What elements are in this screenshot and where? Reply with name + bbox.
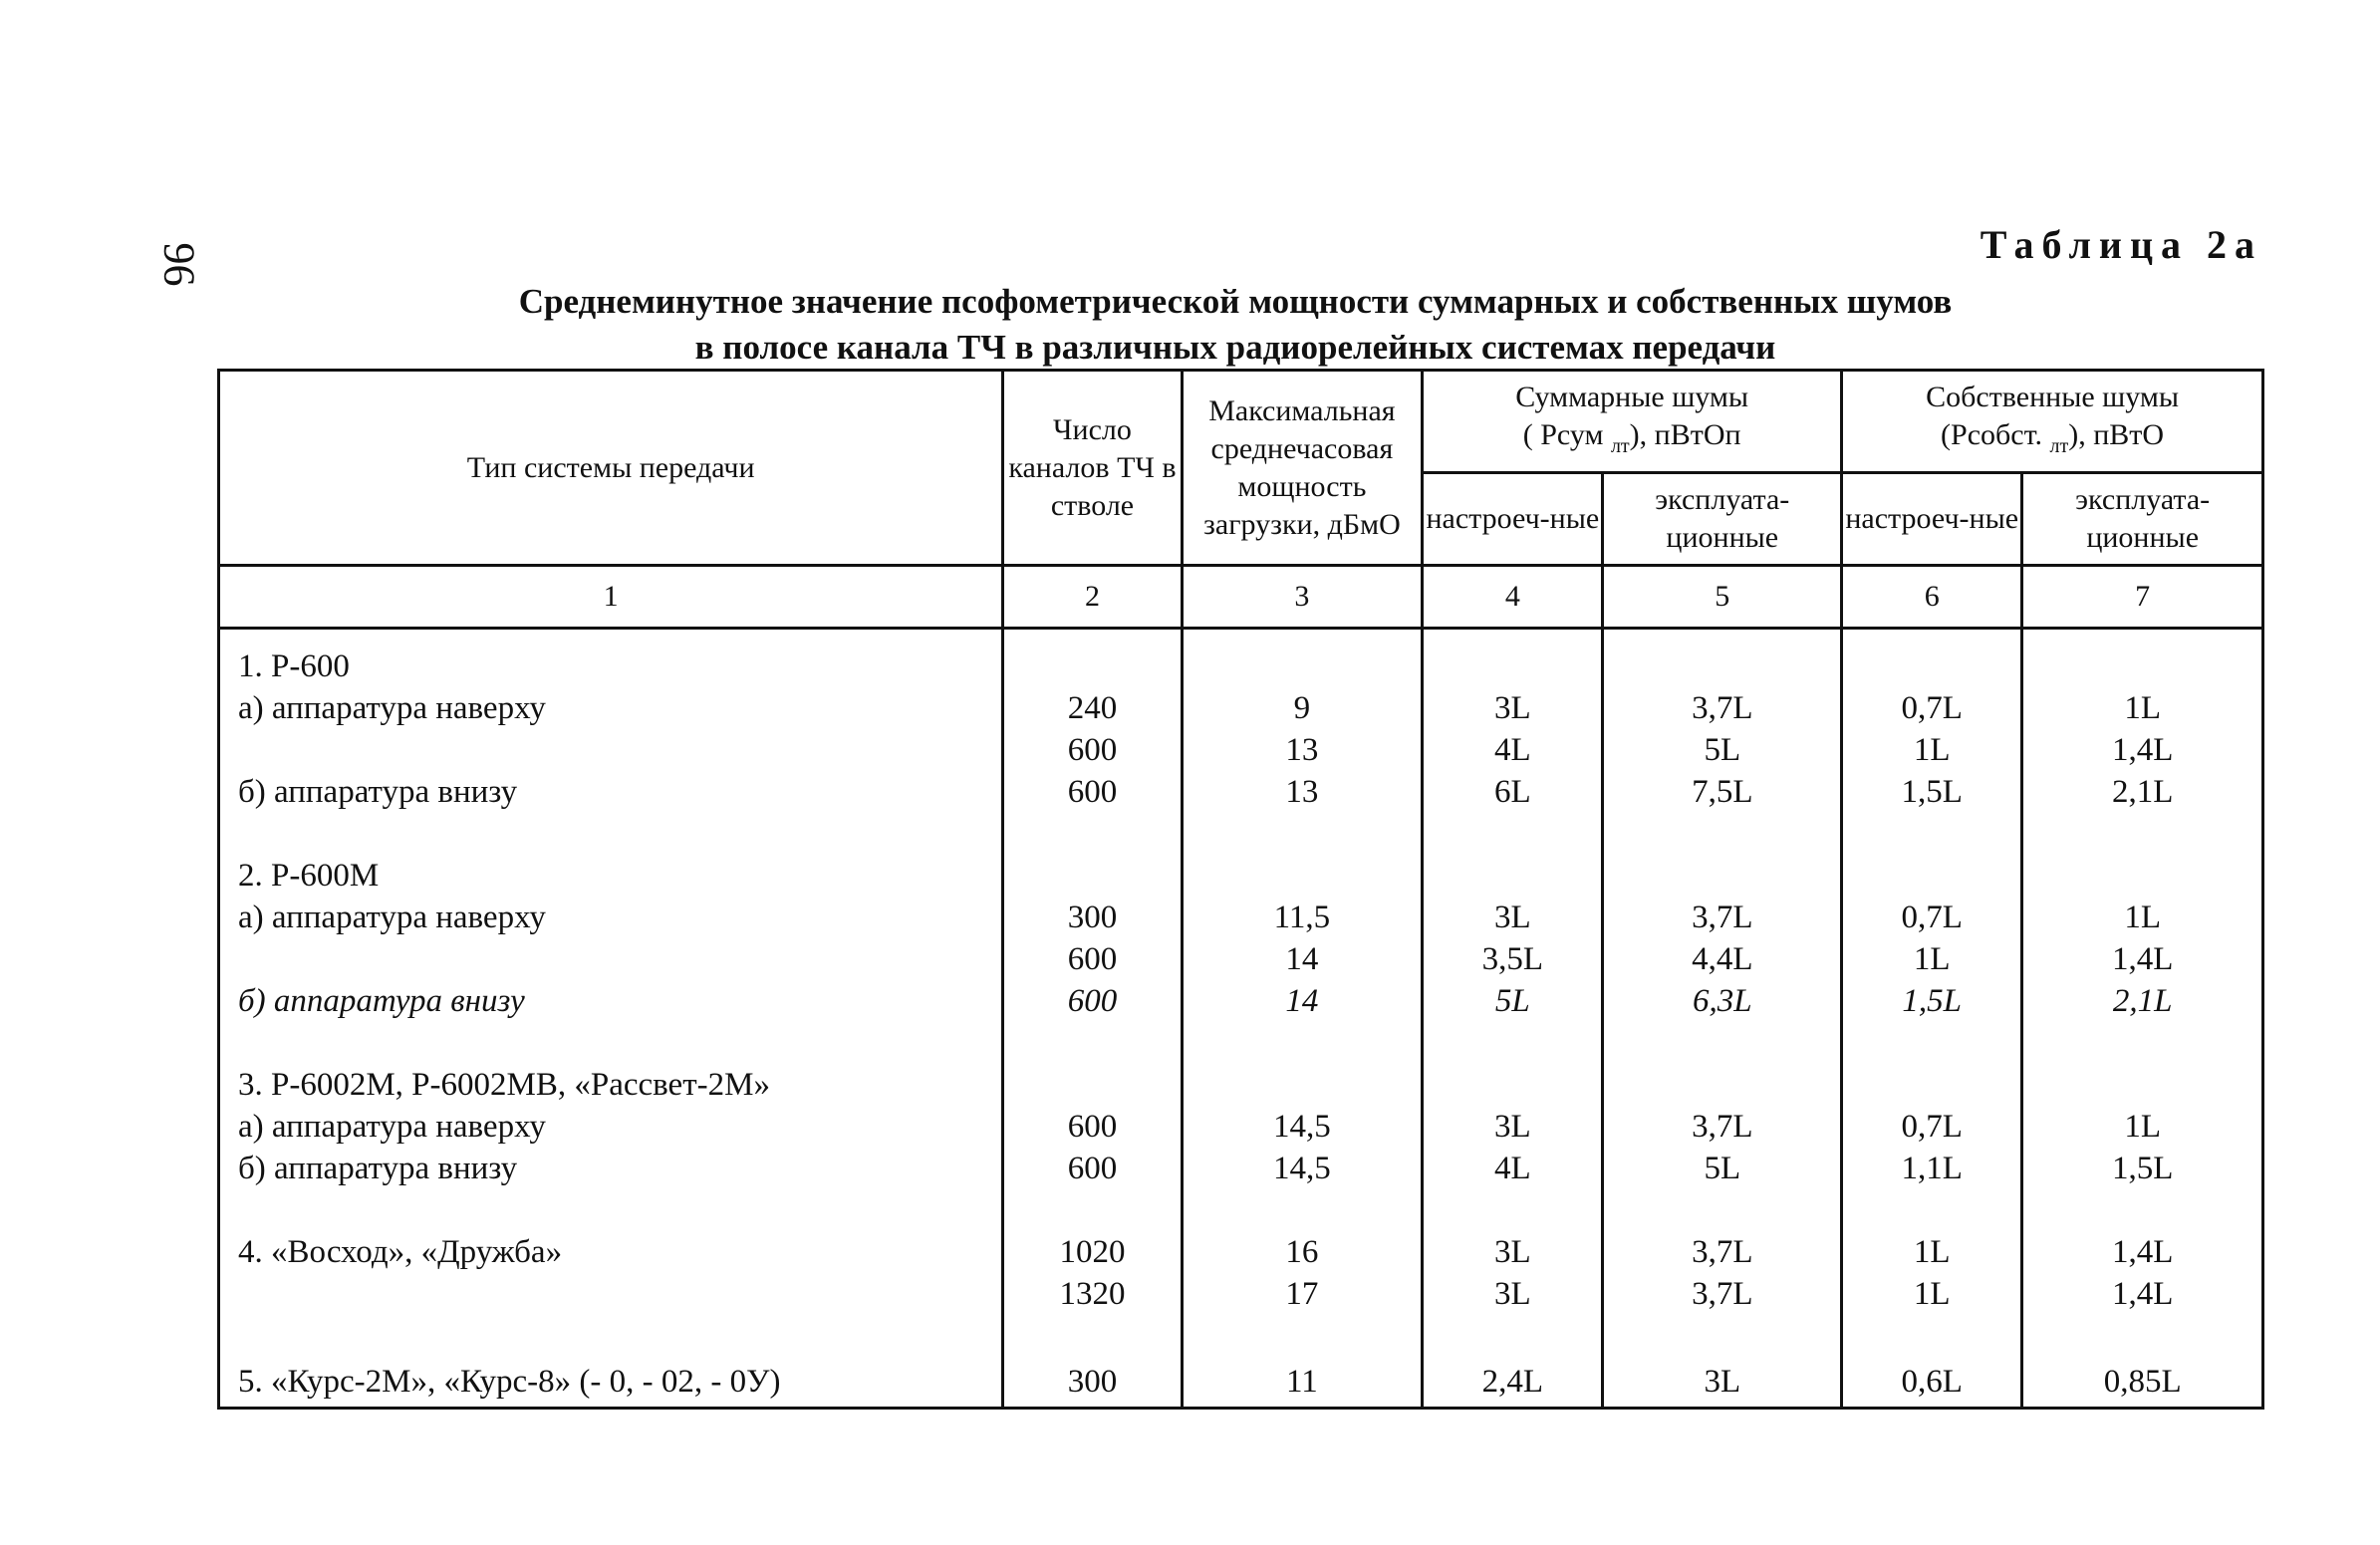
row-label: а) аппаратура наверху — [219, 897, 1003, 938]
header-type: Тип системы передачи — [219, 371, 1003, 566]
table-label: Таблица 2а — [1980, 222, 2262, 267]
cell-value: 300 — [1003, 1357, 1182, 1409]
cell-value: 1L — [2022, 1106, 2263, 1148]
table-title — [299, 279, 2172, 371]
header-sum-noise-unit: ( Рсум $_{лт}$), пВтОп — [1522, 417, 1741, 457]
cell-value: 3,7L — [1603, 687, 1842, 729]
cell-value: 0,7L — [1842, 687, 2022, 729]
table-row — [219, 729, 2263, 771]
cell-value — [1603, 629, 1842, 688]
cell-value: 2,1L — [2022, 771, 2263, 813]
cell-value — [1003, 629, 1182, 688]
cell-value: 1L — [1842, 729, 2022, 771]
cell-value — [2022, 1189, 2263, 1231]
row-label: а) аппаратура наверху — [219, 687, 1003, 729]
table-row — [219, 1022, 2263, 1064]
header-operation-b: эксплуата-ционные — [2022, 473, 2263, 566]
cell-value — [1842, 1064, 2022, 1106]
cell-value — [1003, 1064, 1182, 1106]
cell-value: 14 — [1182, 938, 1423, 980]
cell-value: 0,7L — [1842, 897, 2022, 938]
cell-value: 3L — [1423, 1106, 1603, 1148]
column-number: 5 — [1603, 566, 1842, 629]
column-number: 2 — [1003, 566, 1182, 629]
row-label — [219, 1315, 1003, 1357]
cell-value: 1,5L — [2022, 1148, 2263, 1189]
cell-value — [1842, 813, 2022, 855]
table-row — [219, 897, 2263, 938]
cell-value — [1003, 1189, 1182, 1231]
table-body — [219, 629, 2263, 1409]
table-row — [219, 813, 2263, 855]
row-label: б) аппаратура внизу — [219, 771, 1003, 813]
table-row — [219, 1231, 2263, 1273]
cell-value: 1,1L — [1842, 1148, 2022, 1189]
column-number: 1 — [219, 566, 1003, 629]
cell-value — [1182, 813, 1423, 855]
cell-value: 3,7L — [1603, 1231, 1842, 1273]
cell-value — [1603, 1315, 1842, 1357]
cell-value: 4L — [1423, 1148, 1603, 1189]
header-power: Максимальная среднечасовая мощность загрузки, дБмО — [1182, 371, 1423, 566]
cell-value — [2022, 629, 2263, 688]
row-label — [219, 1189, 1003, 1231]
cell-value: 2,4L — [1423, 1357, 1603, 1409]
cell-value: 1,5L — [1842, 771, 2022, 813]
cell-value: 14,5 — [1182, 1148, 1423, 1189]
cell-value — [2022, 1022, 2263, 1064]
cell-value: 0,6L — [1842, 1357, 2022, 1409]
row-label: б) аппаратура внизу — [219, 980, 1003, 1022]
noise-table — [217, 369, 2264, 1410]
cell-value: 3,7L — [1603, 897, 1842, 938]
cell-value — [2022, 1315, 2263, 1357]
cell-value: 600 — [1003, 1148, 1182, 1189]
cell-value — [1003, 1315, 1182, 1357]
cell-value: 3,5L — [1423, 938, 1603, 980]
cell-value — [1423, 1189, 1603, 1231]
cell-value — [2022, 813, 2263, 855]
cell-value — [1003, 813, 1182, 855]
cell-value — [1603, 1189, 1842, 1231]
cell-value — [1003, 1022, 1182, 1064]
cell-value: 3L — [1603, 1357, 1842, 1409]
cell-value — [1842, 1022, 2022, 1064]
header-channels: Число каналов ТЧ в стволе — [1003, 371, 1182, 566]
cell-value — [2022, 1064, 2263, 1106]
cell-value: 5L — [1603, 729, 1842, 771]
table-row — [219, 1357, 2263, 1409]
row-label: б) аппаратура внизу — [219, 1148, 1003, 1189]
cell-value: 600 — [1003, 771, 1182, 813]
cell-value: 3L — [1423, 1273, 1603, 1315]
title-line-1: Среднеминутное значение псофометрической мощности суммарных и собственных шумов — [518, 282, 1953, 321]
cell-value: 1,4L — [2022, 1231, 2263, 1273]
cell-value: 9 — [1182, 687, 1423, 729]
cell-value: 1,4L — [2022, 938, 2263, 980]
header-tuning-a: настроеч-ные — [1423, 473, 1603, 566]
cell-value — [1423, 855, 1603, 897]
cell-value: 5L — [1423, 980, 1603, 1022]
header-own-noise-title: Собственные шумы — [1926, 380, 2180, 413]
column-number: 6 — [1842, 566, 2022, 629]
cell-value: 1L — [2022, 897, 2263, 938]
cell-value: 7,5L — [1603, 771, 1842, 813]
row-label — [219, 938, 1003, 980]
row-label — [219, 813, 1003, 855]
cell-value — [2022, 855, 2263, 897]
cell-value: 6,3L — [1603, 980, 1842, 1022]
table-row — [219, 1148, 2263, 1189]
cell-value: 3,7L — [1603, 1273, 1842, 1315]
cell-value — [1182, 1064, 1423, 1106]
cell-value — [1182, 855, 1423, 897]
cell-value — [1603, 1064, 1842, 1106]
cell-value: 600 — [1003, 729, 1182, 771]
cell-value: 600 — [1003, 938, 1182, 980]
cell-value: 13 — [1182, 771, 1423, 813]
cell-value — [1842, 1189, 2022, 1231]
header-operation-a: эксплуата-ционные — [1603, 473, 1842, 566]
row-label — [219, 1273, 1003, 1315]
row-label: 2. Р-600М — [219, 855, 1003, 897]
header-own-noise-unit: (Рсобст. $_{лт}$), пВтО — [1941, 417, 2165, 457]
column-number: 7 — [2022, 566, 2263, 629]
cell-value — [1423, 813, 1603, 855]
table-row — [219, 771, 2263, 813]
table-row — [219, 938, 2263, 980]
cell-value — [1603, 855, 1842, 897]
cell-value: 240 — [1003, 687, 1182, 729]
cell-value — [1842, 855, 2022, 897]
cell-value: 11 — [1182, 1357, 1423, 1409]
cell-value — [1182, 629, 1423, 688]
cell-value: 1020 — [1003, 1231, 1182, 1273]
cell-value: 2,1L — [2022, 980, 2263, 1022]
column-number: 3 — [1182, 566, 1423, 629]
row-label: а) аппаратура наверху — [219, 1106, 1003, 1148]
cell-value: 1,4L — [2022, 1273, 2263, 1315]
cell-value: 5L — [1603, 1148, 1842, 1189]
cell-value: 600 — [1003, 980, 1182, 1022]
cell-value: 14 — [1182, 980, 1423, 1022]
cell-value: 1320 — [1003, 1273, 1182, 1315]
row-label — [219, 1022, 1003, 1064]
cell-value — [1842, 1315, 2022, 1357]
cell-value: 11,5 — [1182, 897, 1423, 938]
cell-value — [1423, 1315, 1603, 1357]
cell-value: 1,4L — [2022, 729, 2263, 771]
cell-value: 300 — [1003, 897, 1182, 938]
cell-value — [1603, 813, 1842, 855]
header-tuning-b: настроеч-ные — [1842, 473, 2022, 566]
cell-value: 17 — [1182, 1273, 1423, 1315]
cell-value: 16 — [1182, 1231, 1423, 1273]
cell-value — [1423, 629, 1603, 688]
row-label: 1. Р-600 — [219, 629, 1003, 688]
row-label: 3. Р-6002М, Р-6002МВ, «Рассвет-2М» — [219, 1064, 1003, 1106]
cell-value — [1842, 629, 2022, 688]
table-row — [219, 687, 2263, 729]
cell-value: 4L — [1423, 729, 1603, 771]
cell-value: 6L — [1423, 771, 1603, 813]
cell-value: 3,7L — [1603, 1106, 1842, 1148]
table-row — [219, 1315, 2263, 1357]
cell-value: 600 — [1003, 1106, 1182, 1148]
cell-value — [1423, 1022, 1603, 1064]
page-number: 96 — [154, 242, 204, 287]
cell-value: 3L — [1423, 687, 1603, 729]
cell-value — [1423, 1064, 1603, 1106]
column-number: 4 — [1423, 566, 1603, 629]
title-line-2: в полосе канала ТЧ в различных радиорелейных системах передачи — [694, 328, 1776, 367]
table-row — [219, 1064, 2263, 1106]
cell-value: 14,5 — [1182, 1106, 1423, 1148]
cell-value: 3L — [1423, 1231, 1603, 1273]
cell-value — [1182, 1315, 1423, 1357]
cell-value: 1L — [1842, 1273, 2022, 1315]
table-row — [219, 980, 2263, 1022]
cell-value: 1,5L — [1842, 980, 2022, 1022]
header-sum-noise-title: Суммарные шумы — [1515, 380, 1749, 413]
cell-value: 0,85L — [2022, 1357, 2263, 1409]
header-own-noise — [1842, 371, 2263, 473]
table-row — [219, 1106, 2263, 1148]
row-label: 5. «Курс-2М», «Курс-8» (- 0, - 02, - 0У) — [219, 1357, 1003, 1409]
cell-value: 13 — [1182, 729, 1423, 771]
cell-value — [1182, 1189, 1423, 1231]
row-label — [219, 729, 1003, 771]
table-row — [219, 629, 2263, 688]
cell-value — [1603, 1022, 1842, 1064]
cell-value: 1L — [1842, 938, 2022, 980]
table-row — [219, 855, 2263, 897]
cell-value: 4,4L — [1603, 938, 1842, 980]
cell-value: 1L — [2022, 687, 2263, 729]
cell-value — [1003, 855, 1182, 897]
cell-value: 3L — [1423, 897, 1603, 938]
row-label: 4. «Восход», «Дружба» — [219, 1231, 1003, 1273]
table-row — [219, 1189, 2263, 1231]
cell-value — [1182, 1022, 1423, 1064]
cell-value: 1L — [1842, 1231, 2022, 1273]
cell-value: 0,7L — [1842, 1106, 2022, 1148]
table-row — [219, 1273, 2263, 1315]
header-sum-noise — [1423, 371, 1842, 473]
